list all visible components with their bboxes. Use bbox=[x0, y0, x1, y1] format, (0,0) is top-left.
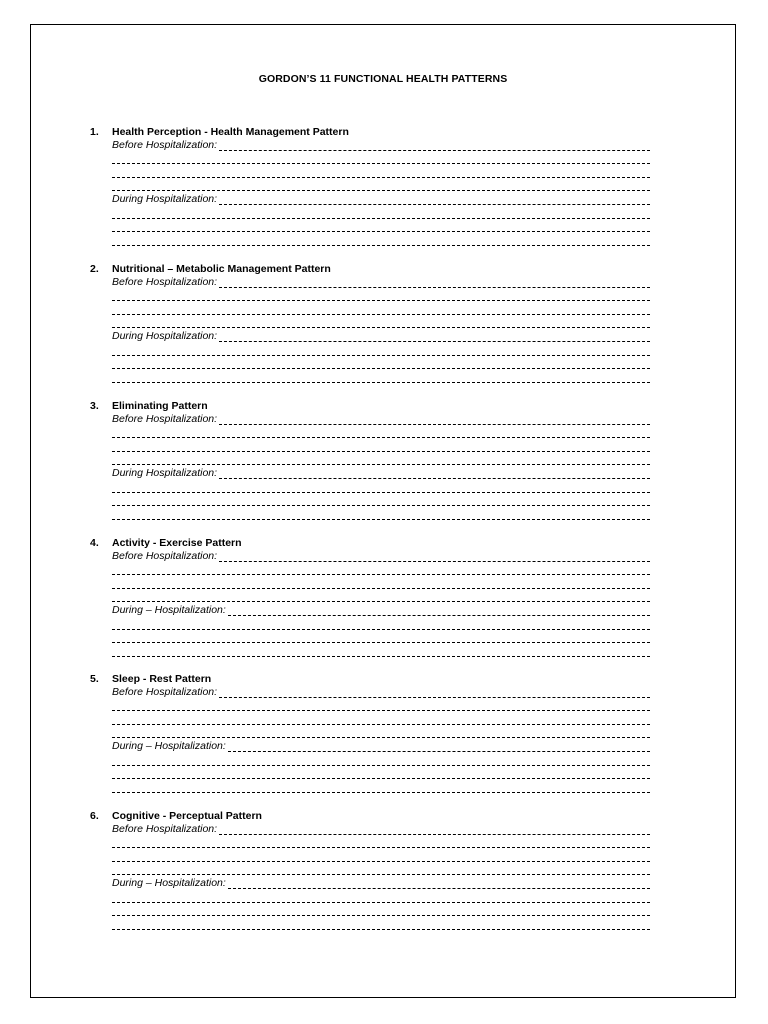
blank-answer-row[interactable] bbox=[112, 221, 672, 235]
answer-line[interactable] bbox=[112, 778, 650, 779]
answer-line[interactable] bbox=[219, 834, 650, 835]
answer-line[interactable] bbox=[112, 505, 650, 506]
blank-answer-row[interactable] bbox=[112, 891, 672, 905]
pattern-section bbox=[90, 263, 672, 385]
section-number: 2. bbox=[90, 263, 99, 275]
answer-line[interactable] bbox=[219, 478, 650, 479]
answer-line[interactable] bbox=[228, 888, 650, 889]
blank-answer-row[interactable] bbox=[112, 371, 672, 385]
answer-line[interactable] bbox=[219, 204, 650, 205]
answer-line[interactable] bbox=[112, 355, 650, 356]
blank-answer-row[interactable] bbox=[112, 358, 672, 372]
answer-line[interactable] bbox=[112, 929, 650, 930]
answer-line[interactable] bbox=[112, 792, 650, 793]
pattern-section bbox=[90, 673, 672, 795]
answer-line[interactable] bbox=[219, 287, 650, 288]
blank-answer-row[interactable] bbox=[112, 153, 672, 167]
answer-line[interactable] bbox=[112, 382, 650, 383]
answer-line[interactable] bbox=[112, 300, 650, 301]
during-hospitalization-label: During – Hospitalization: bbox=[112, 877, 226, 890]
before-hospitalization-label: Before Hospitalization: bbox=[112, 413, 218, 425]
answer-line[interactable] bbox=[112, 861, 650, 862]
answer-line[interactable] bbox=[112, 231, 650, 232]
blank-answer-row[interactable] bbox=[112, 577, 672, 591]
blank-answer-row[interactable] bbox=[112, 303, 672, 317]
blank-answer-row[interactable] bbox=[112, 645, 672, 659]
answer-line[interactable] bbox=[112, 574, 650, 575]
section-heading: Cognitive - Perceptual Pattern bbox=[112, 810, 262, 822]
answer-line[interactable] bbox=[112, 327, 650, 328]
during-hospitalization-row bbox=[112, 467, 672, 481]
blank-answer-row[interactable] bbox=[112, 495, 672, 509]
answer-line[interactable] bbox=[112, 656, 650, 657]
form-page bbox=[30, 24, 736, 998]
before-hospitalization-row bbox=[112, 550, 672, 564]
answer-line[interactable] bbox=[112, 368, 650, 369]
answer-line[interactable] bbox=[219, 341, 650, 342]
answer-line[interactable] bbox=[112, 464, 650, 465]
answer-line[interactable] bbox=[219, 697, 650, 698]
blank-answer-row[interactable] bbox=[112, 837, 672, 851]
section-number: 3. bbox=[90, 400, 99, 412]
answer-line[interactable] bbox=[112, 629, 650, 630]
blank-answer-row[interactable] bbox=[112, 700, 672, 714]
blank-answer-row[interactable] bbox=[112, 850, 672, 864]
answer-line[interactable] bbox=[219, 561, 650, 562]
blank-answer-row[interactable] bbox=[112, 207, 672, 221]
before-hospitalization-row bbox=[112, 413, 672, 427]
answer-line[interactable] bbox=[112, 437, 650, 438]
blank-answer-row[interactable] bbox=[112, 317, 672, 331]
blank-answer-row[interactable] bbox=[112, 454, 672, 468]
during-hospitalization-label: During Hospitalization: bbox=[112, 330, 218, 343]
before-hospitalization-label: Before Hospitalization: bbox=[112, 550, 218, 562]
during-hospitalization-label: During – Hospitalization: bbox=[112, 740, 226, 753]
blank-answer-row[interactable] bbox=[112, 768, 672, 782]
answer-line[interactable] bbox=[112, 915, 650, 916]
during-hospitalization-row bbox=[112, 330, 672, 344]
answer-line[interactable] bbox=[112, 642, 650, 643]
pattern-section bbox=[90, 537, 672, 659]
blank-answer-row[interactable] bbox=[112, 632, 672, 646]
answer-line[interactable] bbox=[112, 314, 650, 315]
blank-answer-row[interactable] bbox=[112, 508, 672, 522]
blank-answer-row[interactable] bbox=[112, 180, 672, 194]
pattern-section bbox=[90, 126, 672, 248]
section-number: 1. bbox=[90, 126, 99, 138]
section-number: 4. bbox=[90, 537, 99, 549]
before-hospitalization-label: Before Hospitalization: bbox=[112, 276, 218, 288]
blank-answer-row[interactable] bbox=[112, 290, 672, 304]
blank-answer-row[interactable] bbox=[112, 166, 672, 180]
answer-line[interactable] bbox=[112, 177, 650, 178]
blank-answer-row[interactable] bbox=[112, 481, 672, 495]
answer-line[interactable] bbox=[112, 218, 650, 219]
blank-answer-row[interactable] bbox=[112, 905, 672, 919]
answer-line[interactable] bbox=[112, 190, 650, 191]
pattern-section bbox=[90, 810, 672, 932]
section-heading: Activity - Exercise Pattern bbox=[112, 537, 242, 549]
answer-line[interactable] bbox=[219, 150, 650, 151]
answer-line[interactable] bbox=[112, 874, 650, 875]
blank-answer-row[interactable] bbox=[112, 234, 672, 248]
section-number: 5. bbox=[90, 673, 99, 685]
blank-answer-row[interactable] bbox=[112, 754, 672, 768]
blank-answer-row[interactable] bbox=[112, 440, 672, 454]
section-number: 6. bbox=[90, 810, 99, 822]
before-hospitalization-label: Before Hospitalization: bbox=[112, 823, 218, 835]
blank-answer-row[interactable] bbox=[112, 864, 672, 878]
during-hospitalization-label: During – Hospitalization: bbox=[112, 604, 226, 617]
answer-line[interactable] bbox=[112, 601, 650, 602]
pattern-section bbox=[90, 400, 672, 522]
blank-answer-row[interactable] bbox=[112, 591, 672, 605]
answer-line[interactable] bbox=[112, 847, 650, 848]
section-heading: Nutritional – Metabolic Management Pattern bbox=[112, 263, 331, 275]
answer-line[interactable] bbox=[112, 492, 650, 493]
blank-answer-row[interactable] bbox=[112, 344, 672, 358]
answer-line[interactable] bbox=[112, 245, 650, 246]
before-hospitalization-row bbox=[112, 823, 672, 837]
answer-line[interactable] bbox=[112, 451, 650, 452]
answer-line[interactable] bbox=[228, 615, 650, 616]
section-heading: Health Perception - Health Management Pattern bbox=[112, 126, 349, 138]
answer-line[interactable] bbox=[219, 424, 650, 425]
answer-line[interactable] bbox=[112, 765, 650, 766]
answer-line[interactable] bbox=[112, 163, 650, 164]
answer-line[interactable] bbox=[112, 737, 650, 738]
blank-answer-row[interactable] bbox=[112, 713, 672, 727]
answer-line[interactable] bbox=[112, 902, 650, 903]
answer-line[interactable] bbox=[112, 588, 650, 589]
during-hospitalization-label: During Hospitalization: bbox=[112, 193, 218, 206]
during-hospitalization-row bbox=[112, 193, 672, 207]
answer-line[interactable] bbox=[228, 751, 650, 752]
blank-answer-row[interactable] bbox=[112, 918, 672, 932]
before-hospitalization-row bbox=[112, 686, 672, 700]
before-hospitalization-row bbox=[112, 139, 672, 153]
document-title: GORDON’S 11 FUNCTIONAL HEALTH PATTERNS bbox=[258, 73, 508, 85]
answer-line[interactable] bbox=[112, 724, 650, 725]
during-hospitalization-label: During Hospitalization: bbox=[112, 467, 218, 480]
before-hospitalization-label: Before Hospitalization: bbox=[112, 139, 218, 151]
answer-line[interactable] bbox=[112, 519, 650, 520]
during-hospitalization-row bbox=[112, 604, 672, 618]
blank-answer-row[interactable] bbox=[112, 727, 672, 741]
blank-answer-row[interactable] bbox=[112, 618, 672, 632]
blank-answer-row[interactable] bbox=[112, 564, 672, 578]
answer-line[interactable] bbox=[112, 710, 650, 711]
section-heading: Sleep - Rest Pattern bbox=[112, 673, 212, 685]
before-hospitalization-label: Before Hospitalization: bbox=[112, 686, 218, 698]
blank-answer-row[interactable] bbox=[112, 427, 672, 441]
section-heading: Eliminating Pattern bbox=[112, 400, 208, 412]
during-hospitalization-row bbox=[112, 877, 672, 891]
during-hospitalization-row bbox=[112, 740, 672, 754]
blank-answer-row[interactable] bbox=[112, 781, 672, 795]
before-hospitalization-row bbox=[112, 276, 672, 290]
